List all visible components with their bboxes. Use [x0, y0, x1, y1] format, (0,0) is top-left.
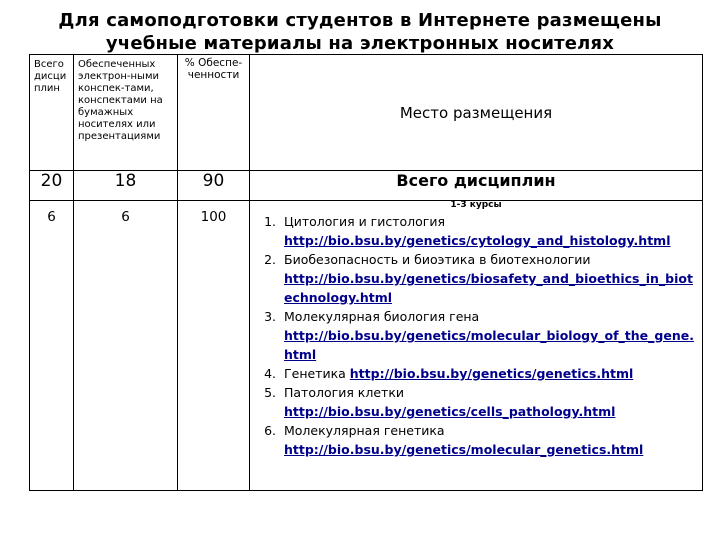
course-row	[30, 201, 703, 491]
discipline-link[interactable]: http://bio.bsu.by/genetics/genetics.html	[349, 366, 634, 381]
discipline-name: Биобезопасность и биоэтика в биотехнологии	[284, 252, 591, 267]
discipline-name: Цитология и гистология	[284, 214, 446, 229]
discipline-link[interactable]: http://bio.bsu.by/genetics/molecular_biology_of_the_gene.html	[284, 328, 694, 362]
summary-provided: 18	[74, 171, 178, 201]
discipline-link[interactable]: http://bio.bsu.by/genetics/molecular_genetics.html	[284, 442, 644, 457]
summary-row	[30, 171, 703, 201]
header-total: Всего дисци плин	[30, 55, 74, 171]
disciplines-table	[29, 54, 703, 491]
discipline-link[interactable]: http://bio.bsu.by/genetics/biosafety_and_bioethics_in_biotechnology.html	[284, 271, 693, 305]
summary-total: 20	[30, 171, 74, 201]
page-title: Для самоподготовки студентов в Интернете размещены учебные материалы на электронных носителях	[58, 10, 662, 54]
discipline-name: Генетика	[284, 366, 346, 381]
course-total: 6	[30, 201, 74, 491]
list-item	[280, 307, 696, 364]
discipline-link[interactable]: http://bio.bsu.by/genetics/cells_pathology.html	[284, 404, 616, 419]
discipline-list	[250, 212, 702, 459]
course-provided: 6	[74, 201, 178, 491]
list-item	[280, 364, 696, 383]
header-provided: Обеспеченных электрон-ными конспек-тами, конспектами на бумажных носителях или презентациями	[74, 55, 178, 171]
table-header-row	[30, 55, 703, 171]
discipline-name: Молекулярная генетика	[284, 423, 445, 438]
list-item	[280, 212, 696, 250]
discipline-name: Молекулярная биология гена	[284, 309, 480, 324]
summary-percent: 90	[178, 171, 250, 201]
list-item	[280, 421, 696, 459]
list-item	[280, 250, 696, 307]
course-cell	[250, 201, 703, 491]
list-item	[280, 383, 696, 421]
discipline-link[interactable]: http://bio.bsu.by/genetics/cytology_and_histology.html	[284, 233, 671, 248]
course-label: 1-3 курсы	[450, 200, 502, 210]
header-place: Место размещения	[250, 55, 703, 171]
course-percent: 100	[178, 201, 250, 491]
discipline-name: Патология клетки	[284, 385, 404, 400]
summary-label: Всего дисциплин	[250, 171, 703, 201]
header-percent: % Обеспе-ченности	[178, 55, 250, 171]
